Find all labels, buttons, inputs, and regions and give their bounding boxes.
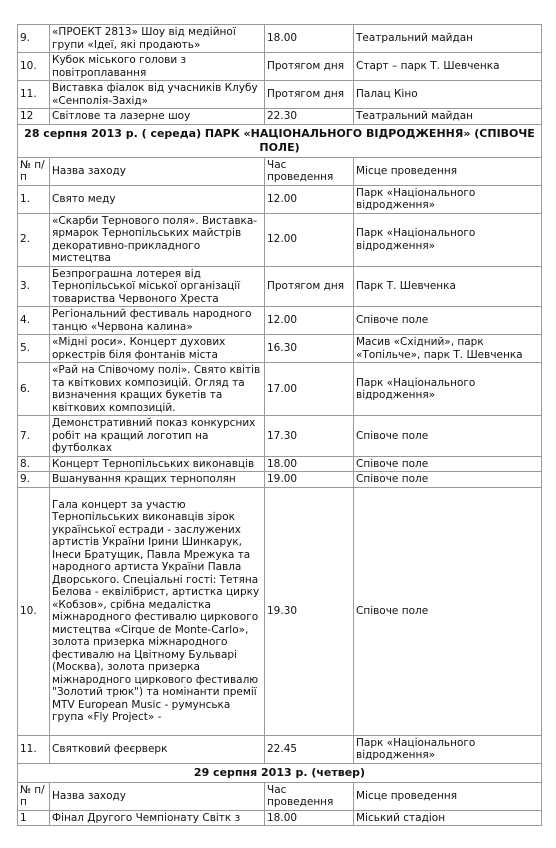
day-heading: 29 серпня 2013 р. (четвер) bbox=[18, 763, 542, 782]
event-place: Співоче поле bbox=[354, 456, 542, 472]
header-name: Назва заходу bbox=[50, 782, 265, 810]
header-place: Місце проведення bbox=[354, 782, 542, 810]
row-number: 3. bbox=[18, 266, 50, 307]
table-row bbox=[18, 109, 542, 125]
row-number: 8. bbox=[18, 456, 50, 472]
table-row bbox=[18, 307, 542, 335]
table-row bbox=[18, 363, 542, 416]
table-row bbox=[18, 81, 542, 109]
event-place: Співоче поле bbox=[354, 416, 542, 457]
row-number: 7. bbox=[18, 416, 50, 457]
table-header-row bbox=[18, 782, 542, 810]
event-place: Театральний майдан bbox=[354, 25, 542, 53]
header-place: Місце проведення bbox=[354, 157, 542, 185]
row-number: 10. bbox=[18, 487, 50, 735]
event-name: Святковий феєрверк bbox=[50, 735, 265, 763]
header-num: № п/п bbox=[18, 157, 50, 185]
event-place: Палац Кіно bbox=[354, 81, 542, 109]
event-name: Концерт Тернопільських виконавців bbox=[50, 456, 265, 472]
day-heading: 28 серпня 2013 р. ( середа) ПАРК «НАЦІОНАЛЬНОГО ВІДРОДЖЕННЯ» (СПІВОЧЕ ПОЛЕ) bbox=[18, 124, 542, 157]
event-time: 16.30 bbox=[265, 335, 354, 363]
event-place: Парк «Національного відродження» bbox=[354, 735, 542, 763]
event-name: Демонстративний показ конкурсних робіт на кращий логотип на футболках bbox=[50, 416, 265, 457]
event-time: 19.00 bbox=[265, 472, 354, 488]
table-row bbox=[18, 335, 542, 363]
event-time: 18.00 bbox=[265, 25, 354, 53]
event-name: Світлове та лазерне шоу bbox=[50, 109, 265, 125]
event-time: 18.00 bbox=[265, 810, 354, 826]
events-schedule bbox=[17, 24, 541, 826]
event-name: Свято меду bbox=[50, 185, 265, 213]
event-place: Парк «Національного відродження» bbox=[354, 185, 542, 213]
event-name: Виставка фіалок від учасників Клубу «Сенполія-Захід» bbox=[50, 81, 265, 109]
table-header-row bbox=[18, 157, 542, 185]
event-place: Парк «Національного відродження» bbox=[354, 213, 542, 266]
day-heading-row bbox=[18, 763, 542, 782]
table-row bbox=[18, 25, 542, 53]
table-row bbox=[18, 416, 542, 457]
event-place: Міський стадіон bbox=[354, 810, 542, 826]
event-place: Співоче поле bbox=[354, 487, 542, 735]
row-number: 10. bbox=[18, 53, 50, 81]
event-name: Вшанування кращих тернополян bbox=[50, 472, 265, 488]
event-place: Парк Т. Шевченка bbox=[354, 266, 542, 307]
row-number: 1 bbox=[18, 810, 50, 826]
event-time: Протягом дня bbox=[265, 266, 354, 307]
event-name: Кубок міського голови з повітроплавання bbox=[50, 53, 265, 81]
event-time: Протягом дня bbox=[265, 53, 354, 81]
table-row bbox=[18, 810, 542, 826]
event-time: 12.00 bbox=[265, 213, 354, 266]
event-place: Співоче поле bbox=[354, 472, 542, 488]
event-time: 22.30 bbox=[265, 109, 354, 125]
event-place: Співоче поле bbox=[354, 307, 542, 335]
header-num: № п/п bbox=[18, 782, 50, 810]
row-number: 11. bbox=[18, 81, 50, 109]
event-name: «ПРОЕКТ 2813» Шоу від медійної групи «Ідеї, які продають» bbox=[50, 25, 265, 53]
event-time: 19.30 bbox=[265, 487, 354, 735]
event-name: «Скарби Тернового поля». Виставка-ярмарок Тернопільських майстрів декоративно-прикладного мистецтва bbox=[50, 213, 265, 266]
row-number: 11. bbox=[18, 735, 50, 763]
event-place: Старт – парк Т. Шевченка bbox=[354, 53, 542, 81]
day-heading-row bbox=[18, 124, 542, 157]
event-name: Безпрограшна лотерея від Тернопільської міської організації товариства Червоного Хреста bbox=[50, 266, 265, 307]
event-time: 12.00 bbox=[265, 307, 354, 335]
row-number: 5. bbox=[18, 335, 50, 363]
event-time: 17.30 bbox=[265, 416, 354, 457]
event-place: Театральний майдан bbox=[354, 109, 542, 125]
row-number: 12 bbox=[18, 109, 50, 125]
event-name: «Мідні роси». Концерт духових оркестрів біля фонтанів міста bbox=[50, 335, 265, 363]
event-time: 17.00 bbox=[265, 363, 354, 416]
row-number: 6. bbox=[18, 363, 50, 416]
table-row bbox=[18, 735, 542, 763]
event-name: «Рай на Співочому полі». Свято квітів та квіткових композицій. Огляд та визначення кращих букетів та квіткових композицій. bbox=[50, 363, 265, 416]
table-row bbox=[18, 185, 542, 213]
table-row bbox=[18, 456, 542, 472]
table-row bbox=[18, 487, 542, 735]
header-time: Час проведення bbox=[265, 157, 354, 185]
event-time: 12.00 bbox=[265, 185, 354, 213]
header-name: Назва заходу bbox=[50, 157, 265, 185]
row-number: 9. bbox=[18, 472, 50, 488]
row-number: 1. bbox=[18, 185, 50, 213]
row-number: 4. bbox=[18, 307, 50, 335]
event-time: Протягом дня bbox=[265, 81, 354, 109]
header-time: Час проведення bbox=[265, 782, 354, 810]
schedule-table bbox=[17, 24, 542, 826]
event-name: Гала концерт за участю Тернопільських виконавців зірок української естради - заслужених артистів України Ірини Шинкарук, Інеси Братущик, Павла Мрежука та народного артиста України Павла Дворського. Спеціальні гості: Тетяна Белова - еквілібрист, артистка цирку «Кобзов», срібна медалістка міжнародного фестивалю циркового мистецтва «Cirque de Monte-Carlo», золота призерка міжнародного фестивалю на Цвітному Бульварі (Москва), золота призерка міжнародного циркового фестивалю "Золотий трюк") та номінанти премії MTV European Music - румунська група «Fly Project» - bbox=[50, 487, 265, 735]
table-row bbox=[18, 266, 542, 307]
row-number: 2. bbox=[18, 213, 50, 266]
table-row bbox=[18, 53, 542, 81]
table-row bbox=[18, 213, 542, 266]
event-time: 18.00 bbox=[265, 456, 354, 472]
event-name: Регіональний фестиваль народного танцю «Червона калина» bbox=[50, 307, 265, 335]
event-time: 22.45 bbox=[265, 735, 354, 763]
event-place: Масив «Східний», парк «Топільче», парк Т. Шевченка bbox=[354, 335, 542, 363]
table-row bbox=[18, 472, 542, 488]
event-name: Фінал Другого Чемпіонату Світк з bbox=[50, 810, 265, 826]
row-number: 9. bbox=[18, 25, 50, 53]
event-place: Парк «Національного відродження» bbox=[354, 363, 542, 416]
